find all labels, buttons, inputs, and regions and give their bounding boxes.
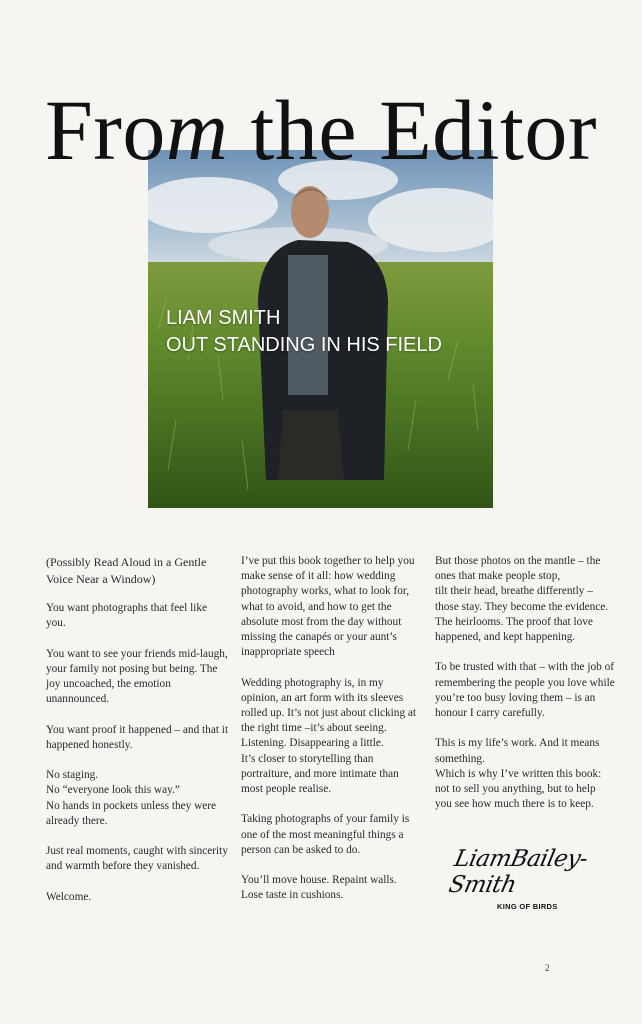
signature-tagline: KING OF BIRDS [497,902,558,911]
paragraph: Taking photographs of your family is one of the most meaningful things a person can be asked to do. [241,813,410,856]
paragraph: To be trusted with that – with the job of remembering the people you love while you’re too busy loving them – is an honour I carry carefully. [435,661,615,720]
column-2 [241,554,421,919]
column-3 [435,554,615,828]
title-part-italic: m [165,82,229,178]
column-subtitle: (Possibly Read Aloud in a Gentle Voice Near a Window) [46,555,207,586]
paragraph: You want to see your friends mid-laugh, your family not posing but being. The joy uncoached, the emotion unannounced. [46,647,228,706]
paragraph: You want proof it happened – and that it happened honestly. [46,723,229,751]
signature: LiamBailey-Smith [446,846,590,898]
column-1 [46,554,229,920]
page-number: 2 [545,963,550,973]
hero-caption [166,305,442,359]
caption-tagline: OUT STANDING IN HIS FIELD [166,334,442,356]
paragraph: You want photographs that feel like you. [46,602,208,630]
caption-name: LIAM SMITH [166,307,281,329]
paragraph: This is my life’s work. And it means something. Which is why I’ve written this book: not to sell you anything, but to help you see how much there is to keep. [435,737,602,811]
paragraph: But those photos on the mantle – the ones that make people stop, tilt their head, breathe differently – those stay. They become the evidence. The heirlooms. The proof that love happened, and kept happening. [435,555,609,644]
title-part-3: the Editor [228,82,598,178]
page-title [0,80,642,180]
paragraph: No staging. No “everyone look this way.” No hands in pockets unless they were already there. [46,769,217,827]
paragraph: I’ve put this book together to help you make sense of it all: how wedding photography works, what to look for, what to avoid, and how to get the absolute most from the day without missing the canapés or your aunt’s inappropriate speech [241,555,415,659]
paragraph: Just real moments, caught with sincerity and warmth before they vanished. [46,845,228,873]
paragraph: Welcome. [46,890,92,903]
paragraph: Wedding photography is, in my opinion, an art form with its sleeves rolled up. It’s not just about clicking at the right time –it’s about seeing. Listening. Disappearing a little. It’s closer to storytelling than portraiture, and more intimate than most people realise. [241,676,417,796]
title-part-1: Fro [44,82,166,178]
paragraph: You’ll move house. Repaint walls. Lose taste in cushions. [241,874,397,902]
